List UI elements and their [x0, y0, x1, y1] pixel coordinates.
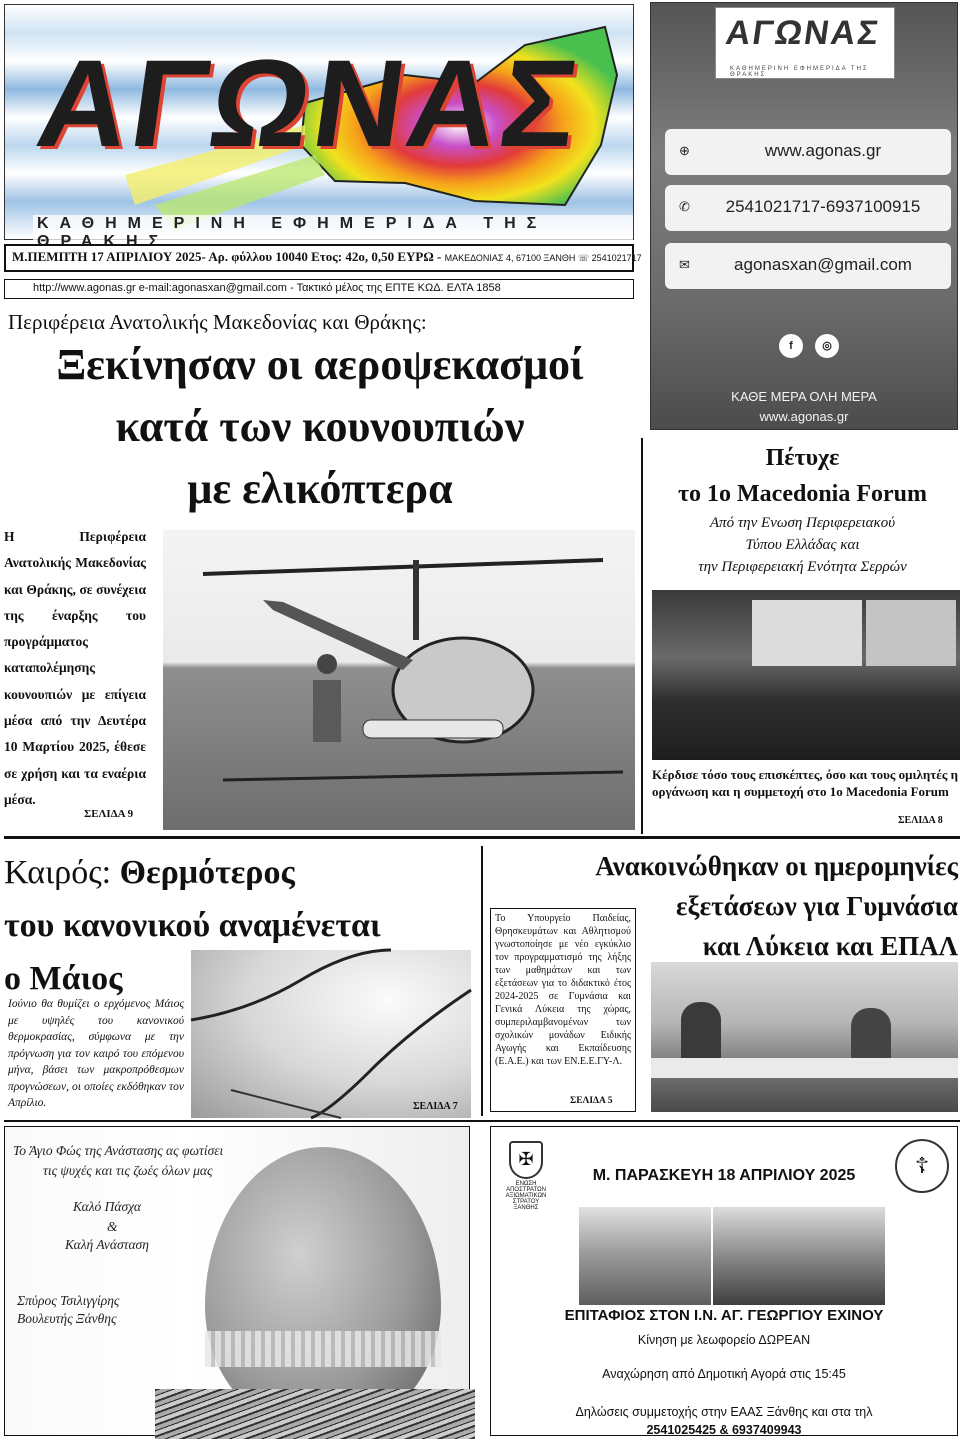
lead-headline-line: κατά των κουνουπιών	[115, 402, 525, 451]
greeting-wish: Καλό Πάσχα	[73, 1199, 141, 1214]
greeting-signature-role: Βουλευτής Ξάνθης	[17, 1311, 117, 1326]
epitaph-event-ad	[490, 1126, 958, 1436]
masthead-title: ΑΓΩΝΑΣ	[29, 35, 590, 173]
exams-body: Το Υπουργείο Παιδείας, Θρησκευμάτων και Αθλητισμού γνωστοποίησε με νέο εγκύκλιο τον προγραμματισμό της λήξης των μαθημάτων και των εξετάσεων για το διδακτικό έτος 2024-2025 σε Γυμνάσια και Γενικά Λύκεια της χώρας, συμπεριλαμβανομένων των σχολικών μονάδων Ειδικής Αγωγής και Εκπαίδευσης (Ε.Α.Ε.) και των ΕΝ.Ε.Ε.ΓΥ-Λ.	[490, 908, 636, 1112]
forum-headline-line: Πέτυχε	[765, 445, 840, 471]
contact-promo-panel	[650, 2, 958, 430]
section-divider	[4, 1120, 960, 1122]
lead-body: Η Περιφέρεια Ανατολικής Μακεδονίας και Θράκης, σε συνέχεια της έναρξης του προγράμματος καταπολέμησης κουνουπιών με επίγεια μέσα από την Δευτέρα 10 Μαρτίου 2025, έθεσε σε χρήση και τα εναέρια μέσα.	[4, 529, 146, 807]
phone-button[interactable]	[665, 185, 951, 231]
column-divider	[481, 846, 483, 1116]
contact-line[interactable]: http://www.agonas.gr e-mail:agonasxan@gmail.com - Τακτικό μέλος της ΕΠΤΕ ΚΩΔ. ΕΛΤΑ 1858	[4, 279, 634, 299]
phone-icon: ✆	[679, 199, 690, 214]
ad-signup-line: Δηλώσεις συμμετοχής στην ΕΑΑΣ Ξάνθης και στα τηλ	[575, 1405, 873, 1419]
website-button[interactable]	[665, 129, 951, 175]
greeting-signature-name: Σπύρος Τσιλιγγίρης	[17, 1293, 120, 1308]
weather-kicker: Καιρός:	[4, 854, 112, 891]
forum-page-ref[interactable]: ΣΕΛΙΔΑ 8	[898, 815, 943, 826]
lead-kicker: Περιφέρεια Ανατολικής Μακεδονίας και Θράκης:	[8, 310, 427, 334]
issue-dateline	[4, 244, 642, 272]
masthead-subtitle: ΚΑΘΗΜΕΡΙΝΗ ΕΦΗΜΕΡΙΔΑ ΤΗΣ ΘΡΑΚΗΣ	[33, 215, 633, 251]
ad-phones[interactable]: 2541025425 & 6937409943	[646, 1423, 802, 1437]
greeting-line: Το Άγιο Φώς της Ανάστασης ας φωτίσει	[13, 1143, 224, 1158]
facebook-icon[interactable]: f	[779, 334, 803, 358]
exams-headline-line: και Λύκεια και ΕΠΑΛ	[702, 931, 958, 961]
forum-deck-line: την Περιφερειακή Ενότητα Σερρών	[698, 559, 907, 575]
eagle-emblem-icon: ✠	[509, 1141, 543, 1179]
village-photo	[579, 1207, 711, 1305]
weather-page-ref[interactable]: ΣΕΛΙΔΑ 7	[413, 1101, 458, 1112]
exams-page-ref[interactable]: ΣΕΛΙΔΑ 5	[570, 1096, 613, 1106]
ad-date: Μ. ΠΑΡΑΣΚΕΥΗ 18 ΑΠΡΙΛΙΟΥ 2025	[592, 1167, 856, 1184]
lead-headline-line: Ξεκίνησαν οι αεροψεκασμοί	[56, 340, 584, 389]
email-label: agonasxan@gmail.com	[734, 255, 912, 274]
easter-greeting-ad	[4, 1126, 470, 1436]
greeting-wish: Καλή Ανάσταση	[65, 1237, 149, 1252]
student-silhouette	[851, 1008, 891, 1058]
instagram-icon[interactable]: ◎	[815, 334, 839, 358]
website-label: www.agonas.gr	[764, 141, 882, 160]
greeting-line: τις ψυχές και τις ζωές όλων μας	[43, 1163, 213, 1178]
forum-caption: Κέρδισε τόσο τους επισκέπτες, όσο και τους ομιλητές η οργάνωση και η συμμετοχή στο 1ο Macedonia Forum	[652, 767, 958, 799]
column-divider	[641, 438, 643, 834]
dateline-text: Μ.ΠΕΜΠΤΗ 17 ΑΠΡΙΛΙΟΥ 2025- Αρ. φύλλου 10040 Ετος: 42ο, 0,50 ΕΥΡΩ -	[12, 249, 445, 264]
straw-nest-image	[155, 1389, 475, 1439]
exams-headline-line: Ανακοινώθηκαν οι ημερομηνίες	[595, 851, 958, 881]
promo-url[interactable]: www.agonas.gr	[759, 409, 849, 424]
church-seal-icon: ☦	[895, 1139, 949, 1193]
forum-deck-line: Από την Ενωση Περιφερειακού	[709, 515, 896, 531]
desk-row	[651, 1058, 958, 1078]
lead-page-ref[interactable]: ΣΕΛΙΔΑ 9	[84, 808, 134, 820]
weather-body: Ιούνιο θα θυμίζει ο ερχόμενος Μάιος με υψηλές του κανονικού θερμοκρασίας, σύμφωνα με την πρόγνωση για τον καιρό του επόμενου μήνα, βάσει των μακροπρόθεσμων προγνώσεων, οι οποίες εκδόθηκαν τον Απρίλιο.	[8, 998, 184, 1109]
ad-title: ΕΠΙΤΑΦΙΟΣ ΣΤΟΝ Ι.Ν. ΑΓ. ΓΕΩΡΓΙΟΥ ΕΧΙΝΟΥ	[564, 1307, 884, 1324]
lace-ribbon-image	[205, 1331, 441, 1367]
exams-headline-line: εξετάσεων για Γυμνάσια	[676, 891, 958, 921]
greeting-amp: &	[107, 1219, 118, 1234]
address-text: ΜΑΚΕΔΟΝΙΑΣ 4, 67100 ΞΑΝΘΗ ☏ 2541021717	[444, 253, 642, 263]
weather-headline-line: του κανονικού αναμένεται	[4, 907, 381, 944]
ad-organization: ΕΝΩΣΗ ΑΠΟΣΤΡΑΤΩΝ ΑΞΙΩΜΑΤΙΚΩΝ ΣΤΡΑΤΟΥ ΞΑΝΘΗΣ	[505, 1181, 547, 1211]
phone-label: 2541021717-6937100915	[725, 197, 921, 216]
promo-motto: ΚΑΘΕ ΜΕΡΑ ΟΛΗ ΜΕΡΑ	[731, 389, 877, 404]
section-divider	[4, 836, 960, 839]
classroom-photo[interactable]	[651, 962, 958, 1112]
masthead-banner	[4, 4, 634, 250]
forum-headline-line: το 1ο Macedonia Forum	[677, 481, 928, 507]
lead-headline[interactable]	[4, 334, 636, 520]
promo-logo-title: ΑΓΩΝΑΣ	[723, 14, 883, 52]
promo-logo	[715, 7, 895, 79]
procession-photo	[713, 1207, 885, 1305]
ad-departure-line: Αναχώρηση από Δημοτική Αγορά στις 15:45	[602, 1367, 846, 1381]
helicopter-illustration	[163, 530, 635, 830]
globe-icon: ⊕	[679, 143, 690, 158]
weather-headline-line: ο Μάιος	[4, 960, 123, 997]
forum-photo[interactable]	[652, 590, 960, 760]
ad-bus-line: Κίνηση με λεωφορείο ΔΩΡΕΑΝ	[637, 1333, 811, 1347]
forum-headline[interactable]	[645, 440, 960, 512]
envelope-icon: ✉	[679, 257, 690, 272]
branch-illustration	[191, 950, 471, 1118]
helicopter-photo[interactable]	[163, 530, 635, 830]
promo-logo-subtitle: ΚΑΘΗΜΕΡΙΝΗ ΕΦΗΜΕΡΙΔΑ ΤΗΣ ΘΡΑΚΗΣ	[730, 66, 869, 78]
weather-headline-part: Θερμότερος	[119, 854, 295, 891]
forum-screen	[752, 600, 862, 666]
forum-screen	[866, 600, 956, 666]
tree-branch-photo[interactable]	[191, 950, 471, 1118]
forum-deck	[645, 512, 960, 578]
email-button[interactable]	[665, 243, 951, 289]
lead-headline-line: με ελικόπτερα	[187, 464, 453, 513]
student-silhouette	[681, 1002, 721, 1058]
forum-deck-line: Τύπου Ελλάδας και	[745, 537, 860, 553]
weather-headline-line	[4, 846, 474, 899]
